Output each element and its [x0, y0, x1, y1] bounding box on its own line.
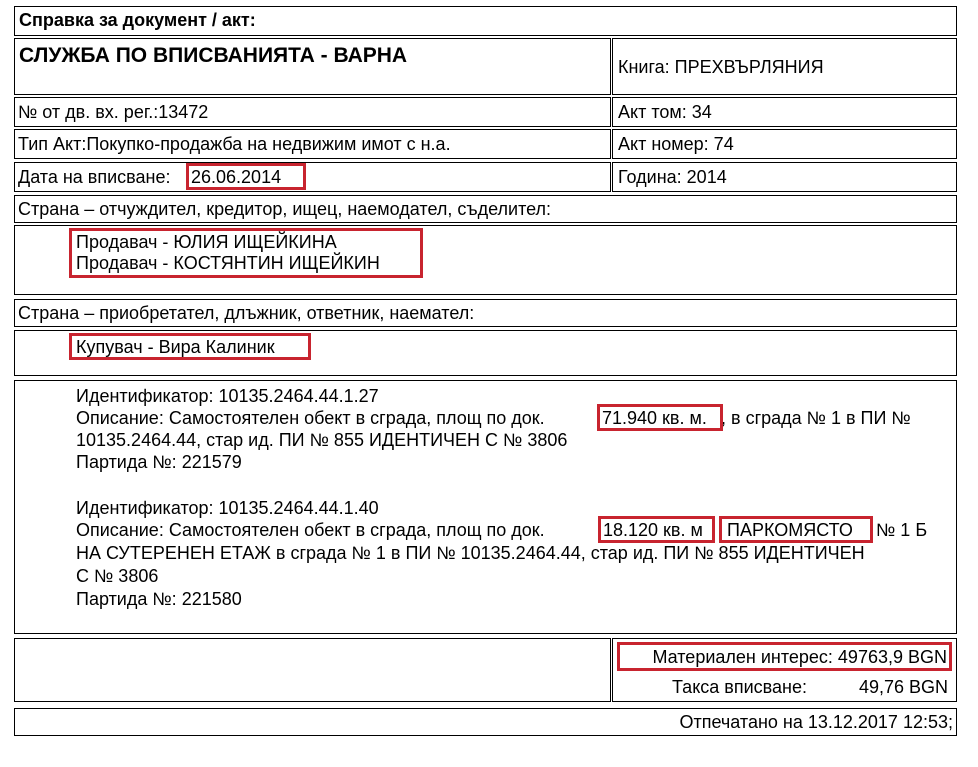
seller-1: Продавач - ЮЛИЯ ИЩЕЙКИНА [76, 232, 337, 252]
fees-left-box [14, 638, 611, 702]
party1-heading: Страна – отчуждител, кредитор, ищец, наемодател, съделител: [18, 199, 552, 219]
act-volume: Акт том: 34 [618, 102, 712, 122]
property-1-area: 71.940 кв. м. [602, 408, 707, 428]
entry-date: 26.06.2014 [191, 167, 282, 187]
property-1-desc-line2: 10135.2464.44, стар ид. ПИ № 855 ИДЕНТИЧЕН С № 3806 [76, 430, 568, 450]
fee-label: Такса вписване: [672, 677, 807, 697]
property-2-desc-suffix: № 1 Б [876, 520, 928, 540]
property-1-desc-suffix: , в сграда № 1 в ПИ № [721, 408, 911, 428]
fee-value: 49,76 BGN [858, 677, 948, 697]
material-interest: Материален интерес: 49763,9 BGN [652, 647, 947, 667]
property-1-desc-prefix: Описание: Самостоятелен обект в сграда, площ по док. [76, 408, 545, 428]
party2-heading: Страна – приобретател, длъжник, ответник, наемател: [18, 303, 475, 323]
property-2-type: ПАРКОМЯСТО [727, 520, 853, 540]
printed-timestamp: Отпечатано на 13.12.2017 12:53; [679, 712, 953, 732]
act-type: Тип Акт:Покупко-продажба на недвижим имот с н.а. [18, 134, 451, 154]
property-2-partida: Партида №: 221580 [76, 589, 242, 609]
highlight-area-1 [597, 404, 723, 431]
property-2-area: 18.120 кв. м [603, 520, 703, 540]
property-2-desc-line2: НА СУТЕРЕНЕН ЕТАЖ в сграда № 1 в ПИ № 10135.2464.44, стар ид. ПИ № 855 ИДЕНТИЧЕН [76, 543, 865, 563]
buyer-1: Купувач - Вира Калиник [76, 337, 275, 357]
highlight-date [186, 163, 306, 190]
year: Година: 2014 [618, 167, 727, 187]
property-2-desc-line3: С № 3806 [76, 566, 159, 586]
act-number: Акт номер: 74 [618, 134, 734, 154]
entry-date-label: Дата на вписване: [18, 167, 171, 187]
property-1-partida: Партида №: 221579 [76, 452, 242, 472]
header-title: Справка за документ / акт: [19, 10, 256, 30]
property-1-identifier: Идентификатор: 10135.2464.44.1.27 [76, 386, 379, 406]
property-2-identifier: Идентификатор: 10135.2464.44.1.40 [76, 498, 379, 518]
highlight-parking [719, 516, 873, 543]
seller-2: Продавач - КОСТЯНТИН ИЩЕЙКИН [76, 253, 380, 273]
highlight-sellers [69, 228, 423, 278]
property-2-desc-prefix: Описание: Самостоятелен обект в сграда, площ по док. [76, 520, 545, 540]
reg-number: № от дв. вх. рег.:13472 [18, 102, 209, 122]
highlight-area-2 [598, 516, 715, 543]
book-label: Книга: ПРЕХВЪРЛЯНИЯ [618, 57, 824, 77]
highlight-buyer [69, 333, 311, 360]
highlight-material-interest [617, 642, 952, 671]
office-title: СЛУЖБА ПО ВПИСВАНИЯТА - ВАРНА [19, 44, 408, 67]
